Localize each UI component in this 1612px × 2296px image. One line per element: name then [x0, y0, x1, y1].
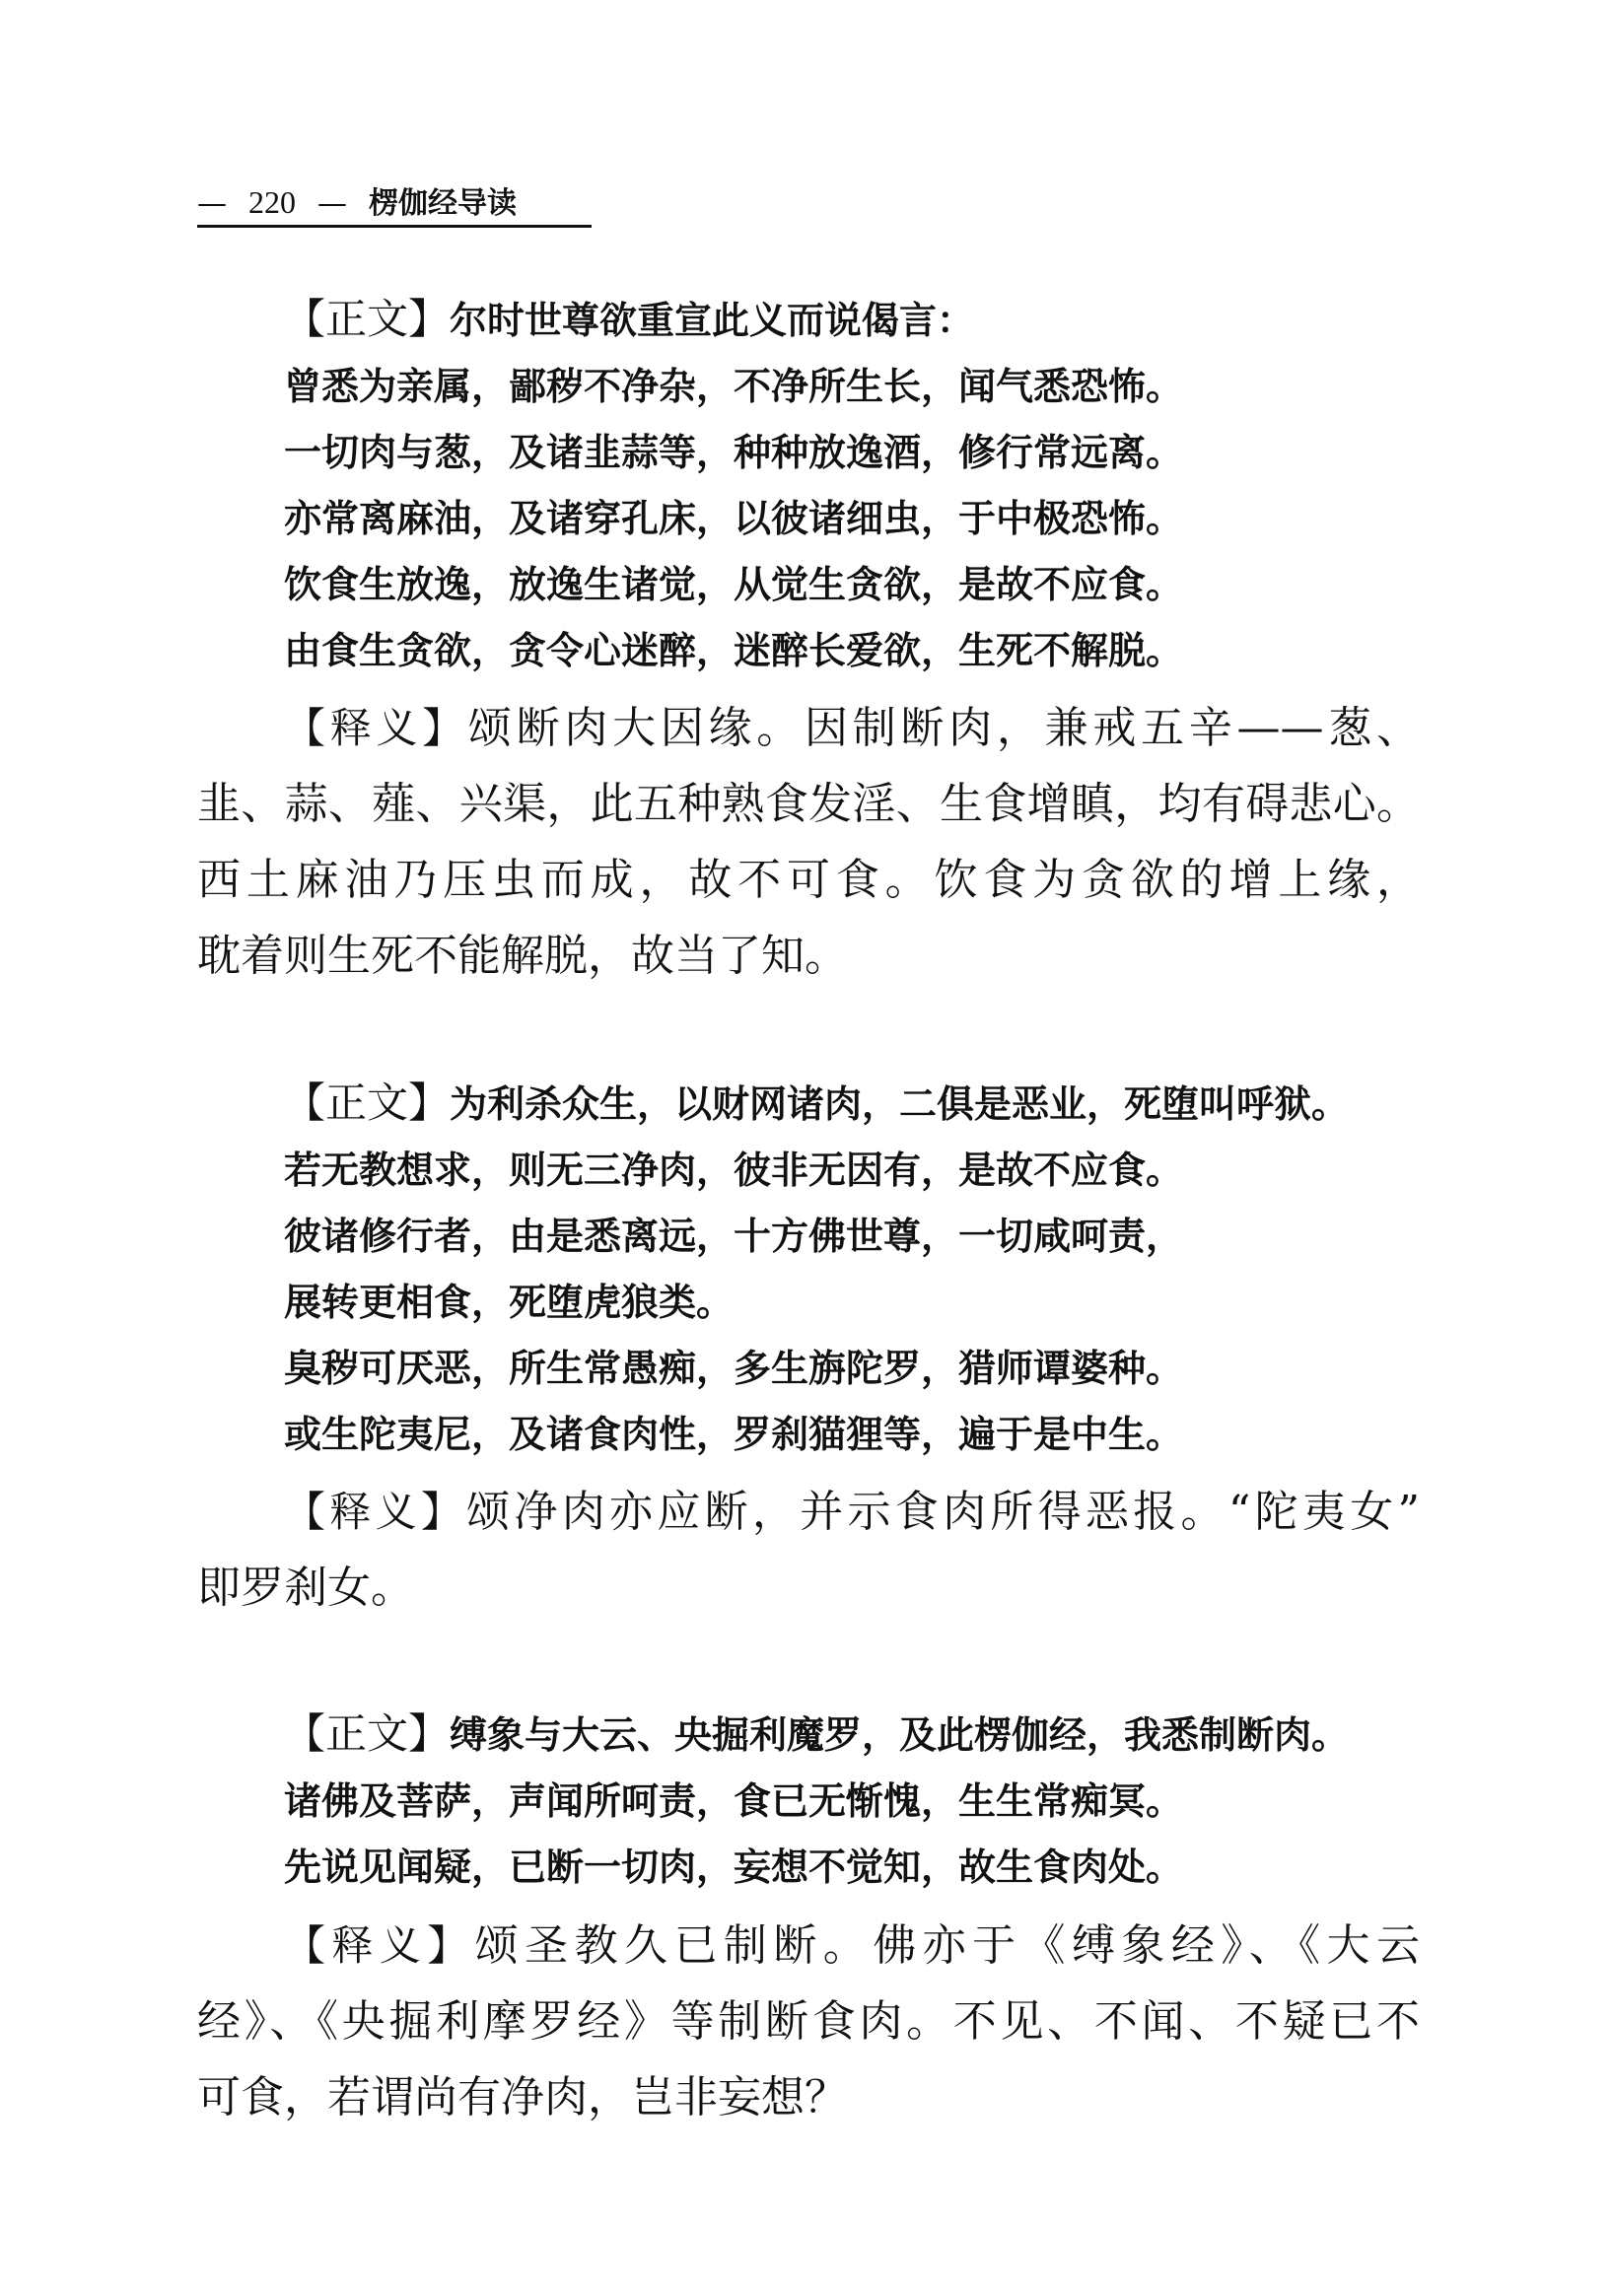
shiyi-tag: 【释义】 [284, 1921, 475, 1970]
zhengwen-tag: 【正文】 [284, 295, 451, 343]
comment-line: 可食，若谓尚有净肉，岂非妄想？ [197, 2072, 848, 2122]
comment-line: 西土麻油乃压虫而成，故不可食。饮食为贪欲的增上缘， [197, 855, 1420, 905]
verse-line: 【正文】尔时世尊欲重宣此义而说偈言： [284, 295, 975, 343]
verse-line: 或生陀夷尼，及诸食肉性，罗刹猫狸等，遍于是中生。 [284, 1413, 1184, 1456]
header-dash-right: — [317, 186, 347, 221]
zhengwen-tag: 【正文】 [284, 1078, 451, 1127]
running-head [197, 179, 592, 228]
comment-line: 【释义】颂断肉大因缘。因制断肉，兼戒五辛——葱、 [284, 703, 1420, 753]
shiyi-tag: 【释义】 [284, 704, 468, 752]
verse-line: 诸佛及菩萨，声闻所呵责，食已无惭愧，生生常痴冥。 [284, 1779, 1184, 1823]
section-2-comment [197, 1474, 1420, 1626]
verse-line: 展转更相食，死堕虎狼类。 [284, 1281, 735, 1324]
section-2-verse [284, 1070, 1526, 1468]
verse-line: 【正文】缚象与大云、央掘利魔罗，及此楞伽经，我悉制断肉。 [284, 1709, 1350, 1758]
verse-line: 由食生贪欲，贪令心迷醉，迷醉长爱欲，生死不解脱。 [284, 629, 1184, 672]
comment-line: 韭、蒜、薤、兴渠，此五种熟食发淫、生食增瞋，均有碍悲心。 [197, 779, 1420, 829]
verse-line: 亦常离麻油，及诸穿孔床，以彼诸细虫，于中极恐怖。 [284, 497, 1184, 540]
book-title: 楞伽经导读 [369, 186, 517, 221]
verse-line: 一切肉与葱，及诸韭蒜等，种种放逸酒，修行常远离。 [284, 431, 1184, 474]
verse-line: 若无教想求，则无三净肉，彼非无因有，是故不应食。 [284, 1148, 1184, 1192]
section-3-comment [197, 1908, 1420, 2135]
header-dash-left: — [197, 186, 227, 221]
comment-line: 耽着则生死不能解脱，故当了知。 [197, 931, 848, 981]
verse-line: 先说见闻疑，已断一切肉，妄想不觉知，故生食肉处。 [284, 1845, 1184, 1889]
comment-line: 【释义】颂净肉亦应断，并示食肉所得恶报。“陀夷女” [284, 1487, 1420, 1537]
verse-line: 曾悉为亲属，鄙秽不净杂，不净所生长，闻气悉恐怖。 [284, 365, 1184, 408]
page-number: 220 [248, 184, 296, 220]
section-1-comment [197, 690, 1420, 994]
zhengwen-tag: 【正文】 [284, 1709, 451, 1758]
verse-line: 【正文】为利杀众生，以财网诸肉，二俱是恶业，死堕叫呼狱。 [284, 1078, 1350, 1127]
comment-line: 【释义】颂圣教久已制断。佛亦于《缚象经》、《大云 [284, 1920, 1420, 1971]
verse-line: 彼诸修行者，由是悉离远，十方佛世尊，一切咸呵责， [284, 1215, 1184, 1258]
comment-line: 经》、《央掘利摩罗经》等制断食肉。不见、不闻、不疑已不 [197, 1996, 1420, 2047]
shiyi-tag: 【释义】 [284, 1488, 467, 1536]
verse-line: 饮食生放逸，放逸生诸觉，从觉生贪欲，是故不应食。 [284, 563, 1184, 606]
section-1-verse [284, 286, 1526, 684]
section-3-verse [284, 1701, 1526, 1901]
comment-line: 即罗刹女。 [197, 1563, 414, 1613]
verse-line: 臭秽可厌恶，所生常愚痴，多生旃陀罗，猎师谭婆种。 [284, 1347, 1184, 1390]
